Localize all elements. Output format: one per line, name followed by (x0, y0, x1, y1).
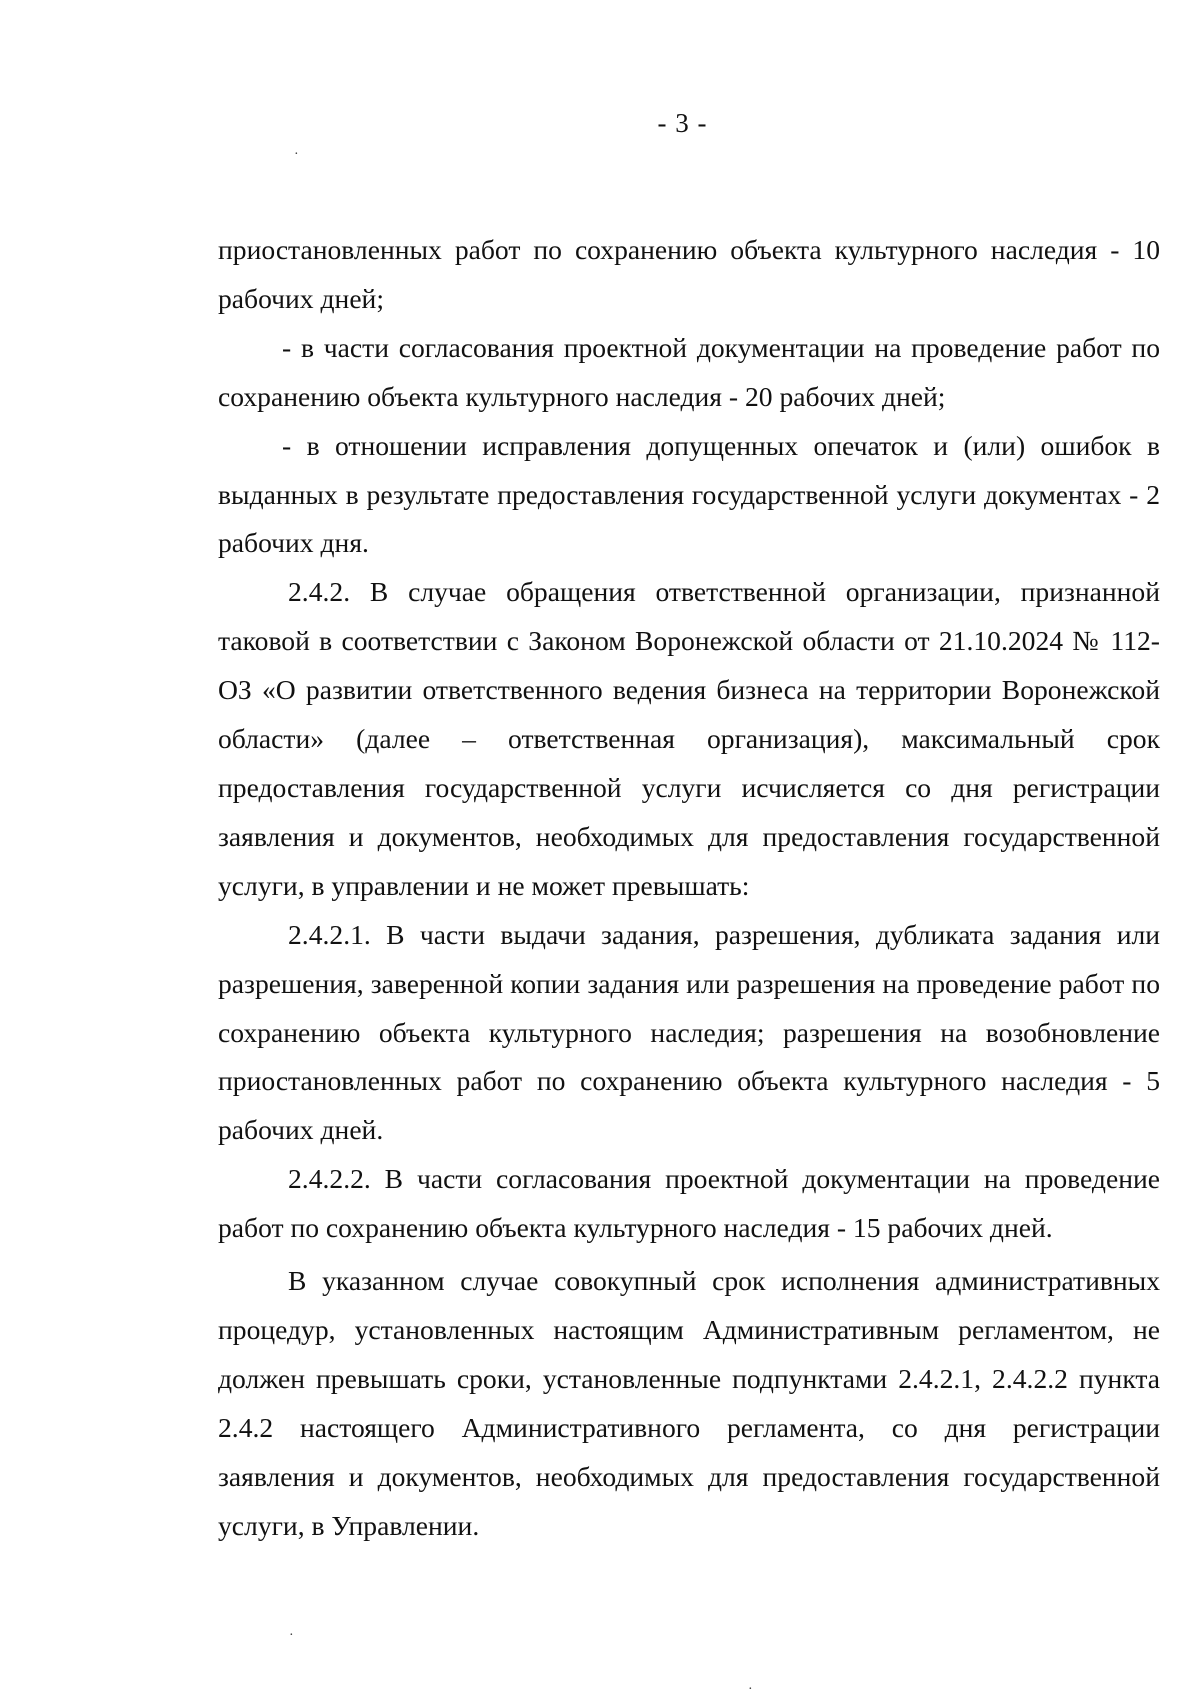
paragraph-clause-2-4-2: 2.4.2. В случае обращения ответственной организации, признанной таковой в соответствии с Законом Воронежской области от 21.10.2024 № 112-ОЗ «О развитии ответственного ведения бизнеса на территории Воронежской области» (далее – ответственная организация), максимальный срок предоставления государственной услуги исчисляется со дня регистрации заявления и документов, необходимых для предоставления государственной услуги, в управлении и не может превышать: (218, 576, 1160, 901)
paragraph-list-item: - в отношении исправления допущенных опечаток и (или) ошибок в выданных в результате предоставления государственной услуги документах - 2 рабочих дня. (218, 429, 1160, 559)
paragraph-summary: В указанном случае совокупный срок исполнения административных процедур, установленных настоящим Административным регламентом, не должен превышать сроки, установленные подпунктами 2.4.2.1, 2.4.2.2 пункта 2.4.2 настоящего Административного регламента, со дня регистрации заявления и документов, необходимых для предоставления государственной услуги, в Управлении. (218, 1265, 1160, 1541)
paragraph-clause-2-4-2-1: 2.4.2.1. В части выдачи задания, разрешения, дубликата задания или разрешения, заверенной копии задания или разрешения на проведение работ по сохранению объекта культурного наследия; разрешения на возобновление приостановленных работ по сохранению объекта культурного наследия - 5 рабочих дней. (218, 918, 1160, 1146)
document-body (218, 226, 1160, 1550)
scan-speck: · (294, 147, 299, 162)
page-number: - 3 - (657, 108, 708, 138)
paragraph-continuation: приостановленных работ по сохранению объекта культурного наследия - 10 рабочих дней; (218, 234, 1160, 314)
scan-speck: · (748, 1682, 753, 1697)
paragraph-clause-2-4-2-2: 2.4.2.2. В части согласования проектной документации на проведение работ по сохранению объекта культурного наследия - 15 рабочих дней. (218, 1163, 1160, 1244)
paragraph-list-item: - в части согласования проектной документации на проведение работ по сохранению объекта культурного наследия - 20 рабочих дней; (218, 331, 1160, 412)
scan-speck: · (289, 1628, 294, 1643)
